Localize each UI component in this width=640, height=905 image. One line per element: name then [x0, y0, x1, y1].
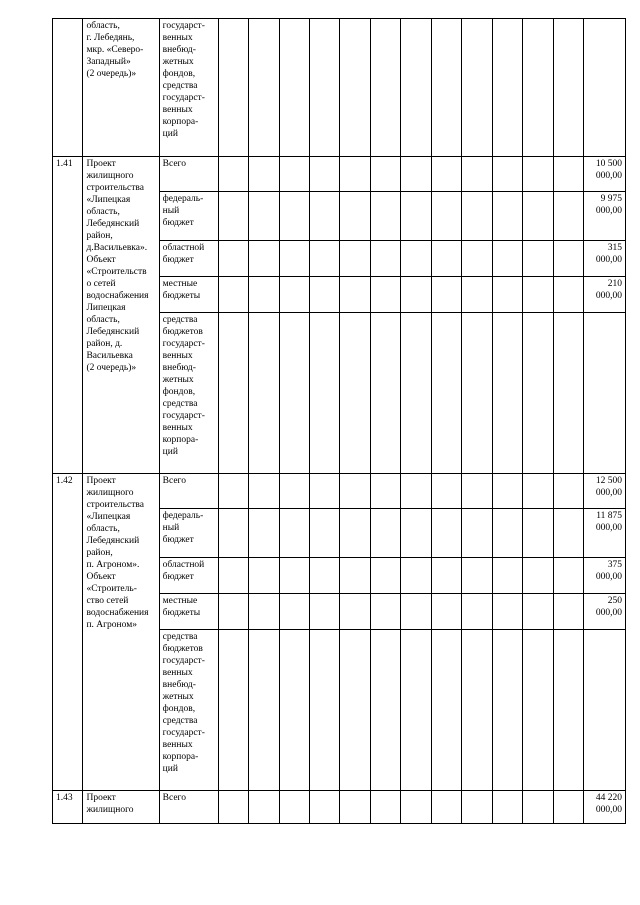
empty-cell — [553, 509, 583, 558]
empty-cell — [309, 157, 339, 192]
empty-cell — [249, 630, 279, 791]
empty-cell — [462, 277, 492, 313]
empty-cell — [553, 241, 583, 277]
empty-cell — [218, 19, 248, 157]
empty-cell — [492, 630, 522, 791]
empty-cell — [309, 509, 339, 558]
empty-cell — [401, 313, 431, 474]
empty-cell — [218, 474, 248, 509]
empty-cell — [492, 157, 522, 192]
empty-cell — [523, 157, 553, 192]
empty-cell — [523, 474, 553, 509]
empty-cell — [340, 594, 370, 630]
empty-cell — [431, 313, 461, 474]
empty-cell — [553, 791, 583, 824]
empty-cell — [492, 313, 522, 474]
funding-source: средства бюджетов государст- венных внебюд- жетных фондов, средства государст- венных корпора- ций — [159, 313, 218, 474]
empty-cell — [340, 19, 370, 157]
budget-table — [52, 18, 626, 824]
empty-cell — [218, 594, 248, 630]
empty-cell — [370, 558, 400, 594]
table-row — [53, 791, 626, 824]
empty-cell — [249, 594, 279, 630]
empty-cell — [401, 474, 431, 509]
empty-cell — [492, 19, 522, 157]
empty-cell — [492, 241, 522, 277]
empty-cell — [249, 791, 279, 824]
total-amount: 10 500 000,00 — [584, 157, 626, 192]
empty-cell — [431, 192, 461, 241]
empty-cell — [340, 509, 370, 558]
empty-cell — [401, 509, 431, 558]
empty-cell — [218, 558, 248, 594]
funding-source: Всего — [159, 157, 218, 192]
empty-cell — [553, 313, 583, 474]
empty-cell — [218, 277, 248, 313]
funding-source: Всего — [159, 791, 218, 824]
project-name: Проект жилищного строительства «Липецкая область, Лебедянский район, д.Васильевка». Объект «Строительств о сетей водоснабжения Липецкая область, Лебедянский район, д. Васильевка (2 очередь)» — [83, 157, 159, 474]
empty-cell — [431, 19, 461, 157]
empty-cell — [218, 509, 248, 558]
empty-cell — [401, 594, 431, 630]
empty-cell — [523, 594, 553, 630]
empty-cell — [462, 19, 492, 157]
empty-cell — [249, 313, 279, 474]
empty-cell — [249, 19, 279, 157]
funding-source: областной бюджет — [159, 241, 218, 277]
empty-cell — [462, 313, 492, 474]
empty-cell — [249, 558, 279, 594]
table-row — [53, 19, 626, 157]
funding-source: местные бюджеты — [159, 594, 218, 630]
empty-cell — [309, 558, 339, 594]
empty-cell — [249, 474, 279, 509]
empty-cell — [431, 791, 461, 824]
empty-cell — [523, 791, 553, 824]
empty-cell — [401, 157, 431, 192]
empty-cell — [340, 157, 370, 192]
empty-cell — [492, 277, 522, 313]
empty-cell — [370, 192, 400, 241]
empty-cell — [370, 630, 400, 791]
empty-cell — [279, 19, 309, 157]
empty-cell — [309, 474, 339, 509]
empty-cell — [523, 313, 553, 474]
total-amount: 315 000,00 — [584, 241, 626, 277]
empty-cell — [370, 474, 400, 509]
empty-cell — [279, 791, 309, 824]
empty-cell — [370, 594, 400, 630]
empty-cell — [370, 157, 400, 192]
empty-cell — [279, 474, 309, 509]
empty-cell — [309, 594, 339, 630]
empty-cell — [279, 558, 309, 594]
funding-source: местные бюджеты — [159, 277, 218, 313]
total-amount: 12 500 000,00 — [584, 474, 626, 509]
empty-cell — [401, 558, 431, 594]
empty-cell — [340, 558, 370, 594]
funding-source: государст- венных внебюд- жетных фондов, средства государст- венных корпора- ций — [159, 19, 218, 157]
table-row — [53, 157, 626, 192]
empty-cell — [340, 277, 370, 313]
total-amount: 250 000,00 — [584, 594, 626, 630]
empty-cell — [279, 313, 309, 474]
project-name: область, г. Лебедянь, мкр. «Северо- Западный» (2 очередь)» — [83, 19, 159, 157]
empty-cell — [218, 157, 248, 192]
empty-cell — [462, 192, 492, 241]
empty-cell — [249, 241, 279, 277]
item-number: 1.42 — [53, 474, 83, 791]
total-amount: 44 220 000,00 — [584, 791, 626, 824]
empty-cell — [370, 509, 400, 558]
empty-cell — [279, 157, 309, 192]
empty-cell — [370, 277, 400, 313]
total-amount — [584, 313, 626, 474]
empty-cell — [492, 509, 522, 558]
empty-cell — [553, 157, 583, 192]
empty-cell — [218, 791, 248, 824]
empty-cell — [279, 192, 309, 241]
empty-cell — [553, 277, 583, 313]
empty-cell — [309, 313, 339, 474]
empty-cell — [462, 157, 492, 192]
empty-cell — [492, 594, 522, 630]
empty-cell — [340, 791, 370, 824]
empty-cell — [462, 594, 492, 630]
empty-cell — [340, 241, 370, 277]
empty-cell — [431, 630, 461, 791]
empty-cell — [431, 241, 461, 277]
empty-cell — [553, 192, 583, 241]
total-amount: 375 000,00 — [584, 558, 626, 594]
budget-table-body — [53, 19, 626, 824]
empty-cell — [370, 791, 400, 824]
item-number: 1.41 — [53, 157, 83, 474]
funding-source: Всего — [159, 474, 218, 509]
empty-cell — [401, 277, 431, 313]
empty-cell — [401, 241, 431, 277]
empty-cell — [401, 630, 431, 791]
empty-cell — [279, 509, 309, 558]
empty-cell — [553, 630, 583, 791]
empty-cell — [462, 241, 492, 277]
empty-cell — [370, 313, 400, 474]
empty-cell — [523, 509, 553, 558]
empty-cell — [279, 277, 309, 313]
empty-cell — [492, 474, 522, 509]
empty-cell — [553, 474, 583, 509]
empty-cell — [340, 474, 370, 509]
project-name: Проект жилищного — [83, 791, 159, 824]
empty-cell — [279, 241, 309, 277]
empty-cell — [523, 192, 553, 241]
empty-cell — [340, 630, 370, 791]
item-number: 1.43 — [53, 791, 83, 824]
empty-cell — [492, 192, 522, 241]
project-name: Проект жилищного строительства «Липецкая область, Лебедянский район, п. Агроном». Объект «Строитель- ство сетей водоснабжения п. Агроном» — [83, 474, 159, 791]
empty-cell — [309, 630, 339, 791]
total-amount: 210 000,00 — [584, 277, 626, 313]
empty-cell — [523, 558, 553, 594]
empty-cell — [462, 791, 492, 824]
table-row — [53, 474, 626, 509]
empty-cell — [309, 241, 339, 277]
empty-cell — [279, 630, 309, 791]
empty-cell — [431, 558, 461, 594]
empty-cell — [309, 277, 339, 313]
empty-cell — [431, 594, 461, 630]
empty-cell — [249, 157, 279, 192]
empty-cell — [370, 19, 400, 157]
empty-cell — [523, 630, 553, 791]
empty-cell — [249, 509, 279, 558]
empty-cell — [279, 594, 309, 630]
empty-cell — [249, 192, 279, 241]
total-amount — [584, 19, 626, 157]
empty-cell — [370, 241, 400, 277]
empty-cell — [553, 19, 583, 157]
empty-cell — [309, 192, 339, 241]
empty-cell — [218, 313, 248, 474]
empty-cell — [401, 791, 431, 824]
total-amount — [584, 630, 626, 791]
empty-cell — [431, 157, 461, 192]
empty-cell — [309, 791, 339, 824]
funding-source: средства бюджетов государст- венных внебюд- жетных фондов, средства государст- венных корпора- ций — [159, 630, 218, 791]
empty-cell — [462, 558, 492, 594]
empty-cell — [462, 474, 492, 509]
empty-cell — [340, 192, 370, 241]
empty-cell — [492, 558, 522, 594]
empty-cell — [523, 241, 553, 277]
empty-cell — [492, 791, 522, 824]
empty-cell — [523, 277, 553, 313]
total-amount: 11 875 000,00 — [584, 509, 626, 558]
empty-cell — [340, 313, 370, 474]
funding-source: федераль- ный бюджет — [159, 509, 218, 558]
empty-cell — [218, 630, 248, 791]
funding-source: областной бюджет — [159, 558, 218, 594]
empty-cell — [218, 241, 248, 277]
empty-cell — [462, 630, 492, 791]
empty-cell — [553, 594, 583, 630]
empty-cell — [401, 192, 431, 241]
empty-cell — [431, 509, 461, 558]
item-number — [53, 19, 83, 157]
empty-cell — [431, 474, 461, 509]
empty-cell — [401, 19, 431, 157]
empty-cell — [462, 509, 492, 558]
empty-cell — [523, 19, 553, 157]
empty-cell — [431, 277, 461, 313]
total-amount: 9 975 000,00 — [584, 192, 626, 241]
empty-cell — [309, 19, 339, 157]
funding-source: федераль- ный бюджет — [159, 192, 218, 241]
empty-cell — [553, 558, 583, 594]
empty-cell — [218, 192, 248, 241]
empty-cell — [249, 277, 279, 313]
